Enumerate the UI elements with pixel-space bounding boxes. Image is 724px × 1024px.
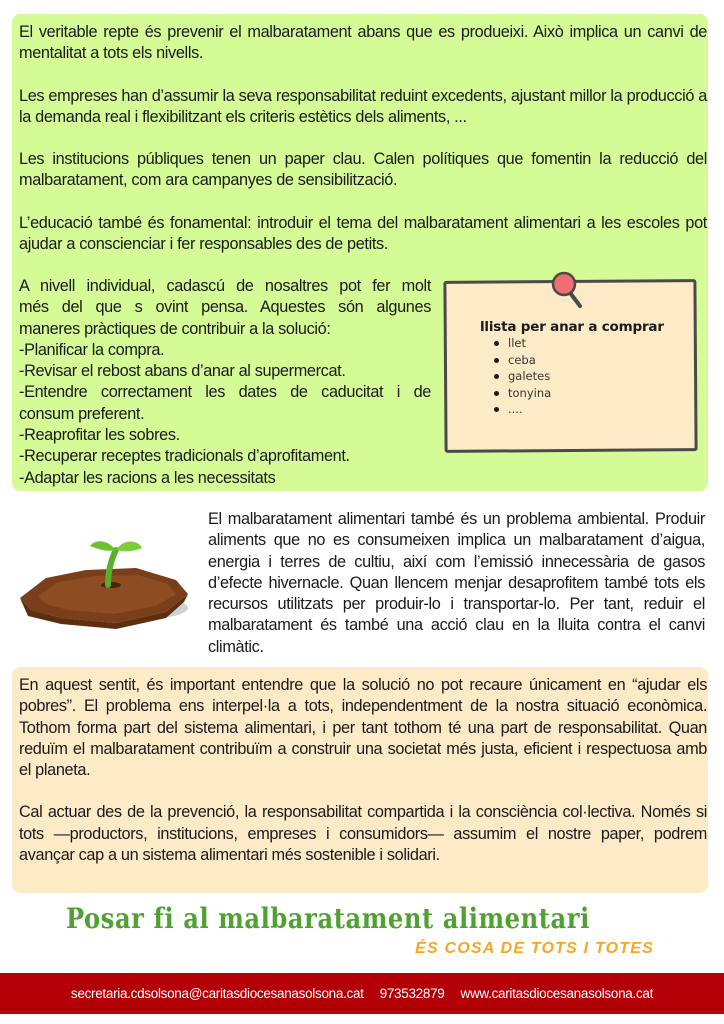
individual-line: més del que s ovint pensa. Aquestes són algunes — [19, 298, 431, 317]
shopping-list-item: llet — [493, 335, 551, 352]
action-item: -Entendre correctament les dates de caducitat i de — [19, 383, 431, 402]
intro-paragraph: El veritable repte és prevenir el malbaratament abans que es produeixi. Això implica un canvi de mentalitat a tots els nivells. — [19, 23, 707, 63]
shopping-list-item: .... — [493, 401, 551, 418]
conclusion-paragraph: Cal actuar des de la prevenció, la responsabilitat compartida i la consciència col·lectiva. Només si tots —productors, institucions, empreses i consumidors— assumim el nostre paper, podrem avançar cap a un sistema alimentari més sostenible i solidari. — [19, 803, 707, 865]
footer-phone: 973532879 — [379, 986, 445, 1001]
individual-line: maneres pràctiques de contribuir a la solució: — [19, 319, 331, 338]
action-item: consum preferent. — [19, 404, 145, 423]
footer-bar — [0, 973, 724, 1014]
shopping-list-item: tonyina — [493, 385, 551, 402]
shopping-list-item: ceba — [493, 352, 551, 369]
intro-paragraph: Les empreses han d’assumir la seva responsabilitat reduint excedents, ajustant millor la producció a la demanda real i flexibilitzant els criteris estètics dels aliments, ... — [19, 86, 707, 126]
slogan-title: Posar fi al malbaratament alimentari — [66, 902, 590, 935]
intro-paragraph: Les institucions públiques tenen un paper clau. Calen polítiques que fomentin la reducció del malbaratament, com ara campanyes de sensibilització. — [19, 150, 707, 190]
slogan-subtitle: ÉS COSA DE TOTS I TOTES — [415, 940, 654, 957]
shopping-list-item: galetes — [493, 368, 551, 385]
action-item: -Planificar la compra. — [19, 340, 165, 359]
seedling-illustration — [16, 528, 191, 633]
footer-email-link[interactable]: secretaria.cdsolsona@caritasdiocesanasolsona.cat — [70, 986, 364, 1001]
shopping-list — [493, 335, 551, 418]
conclusion-section — [19, 675, 707, 866]
conclusion-paragraph: En aquest sentit, és important entendre que la solució no pot recaure únicament en “ajudar els pobres”. El problema ens interpel·la a tots, independentment de la nostra situació econòmica. Tothom forma part del sistema alimentari, i per tant tothom té una part de responsabilitat. Quan reduïm el malbaratament contribuïm a construir una societat més justa, eficient i respectuosa amb el planeta. — [19, 676, 707, 780]
individual-line: A nivell individual, cadascú de nosaltres pot fer molt — [19, 277, 431, 295]
shopping-list-title: llista per anar a comprar — [480, 319, 664, 335]
action-item: -Revisar el rebost abans d’anar al supermercat. — [19, 362, 346, 381]
intro-section — [19, 22, 707, 255]
pushpin-icon — [546, 270, 586, 310]
individual-actions — [19, 276, 431, 489]
intro-paragraph: L’educació també és fonamental: introduir el tema del malbaratament alimentari a les escoles pot ajudar a conscienciar i fer responsables des de petits. — [19, 213, 707, 254]
action-item: -Reaprofitar les sobres. — [19, 426, 180, 445]
action-item: -Recuperar receptes tradicionals d’aprofitament. — [19, 447, 350, 466]
footer-website-link[interactable]: www.caritasdiocesanasolsona.cat — [460, 986, 654, 1001]
action-item: -Adaptar les racions a les necessitats — [19, 468, 276, 487]
environment-paragraph: El malbaratament alimentari també és un problema ambiental. Produir aliments que no es consumeixen implica un malbaratament d’aigua, energia i terres de cultiu, així com l’emissió innecessària de gasos d’efecte hivernacle. Quan llencem menjar desaprofitem també tots els recursos utilitzats per produir-lo i transportar-lo. Per tant, reduir el malbaratament és també una acció clau en la lluita contra el canvi climàtic. — [208, 510, 705, 656]
